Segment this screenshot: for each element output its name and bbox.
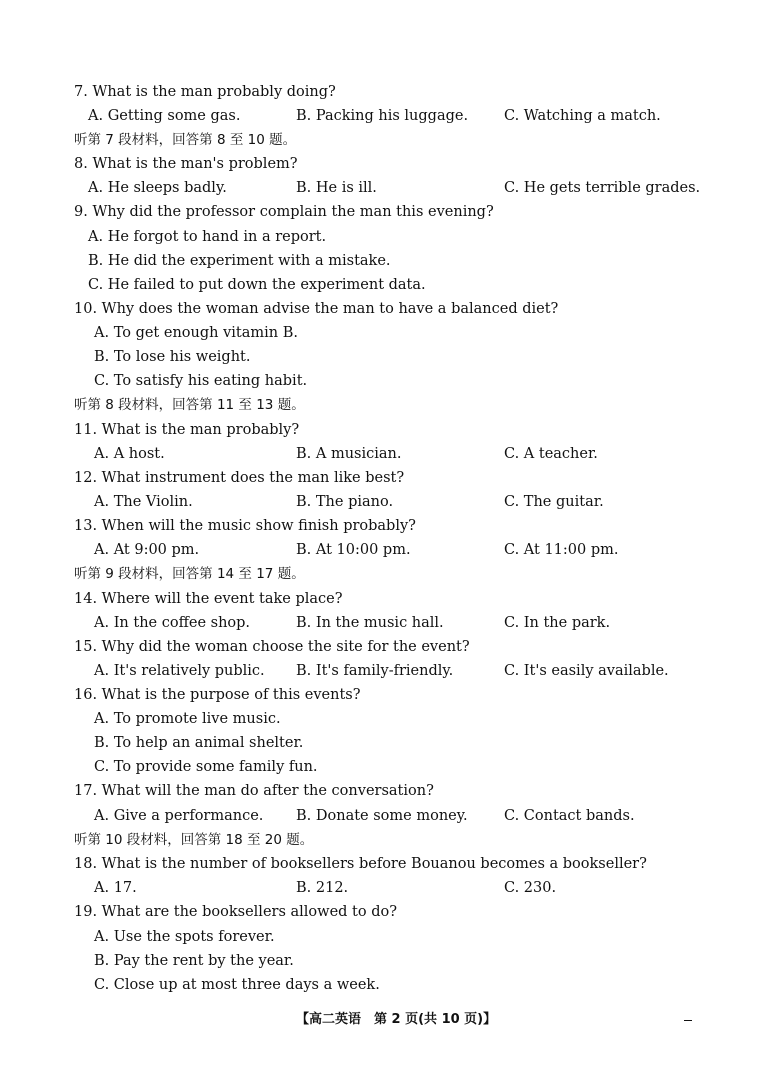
question-13: 13. When will the music show finish probably? — [74, 518, 416, 534]
question-15: 15. Why did the woman choose the site for the event? — [74, 639, 470, 655]
option-10a: A. To get enough vitamin B. — [94, 325, 298, 341]
question-8: 8. What is the man's problem? — [74, 156, 298, 172]
section-9-heading: 听第 9 段材料，回答第 14 至 17 题。 — [74, 566, 305, 582]
option-19c: C. Close up at most three days a week. — [94, 977, 380, 993]
option-13c: C. At 11:00 pm. — [504, 542, 619, 558]
option-18b: B. 212. — [296, 880, 349, 896]
question-14: 14. Where will the event take place? — [74, 591, 343, 607]
option-19b: B. Pay the rent by the year. — [94, 953, 294, 969]
option-15c: C. It's easily available. — [504, 663, 669, 679]
option-18c: C. 230. — [504, 880, 557, 896]
question-7: 7. What is the man probably doing? — [74, 84, 336, 100]
option-9b: B. He did the experiment with a mistake. — [88, 253, 391, 269]
option-18a: A. 17. — [94, 880, 137, 896]
option-8a: A. He sleeps badly. — [88, 180, 227, 196]
page-footer: 【高二英语 第 2 页(共 10 页)】 — [296, 1012, 497, 1027]
option-14b: B. In the music hall. — [296, 615, 444, 631]
question-9: 9. Why did the professor complain the man this evening? — [74, 204, 494, 220]
option-7b: B. Packing his luggage. — [296, 108, 469, 124]
option-13a: A. At 9:00 pm. — [94, 542, 200, 558]
option-19a: A. Use the spots forever. — [94, 929, 275, 945]
option-15a: A. It's relatively public. — [94, 663, 265, 679]
option-16c: C. To provide some family fun. — [94, 759, 318, 775]
option-14a: A. In the coffee shop. — [94, 615, 251, 631]
option-17c: C. Contact bands. — [504, 808, 635, 824]
option-11b: B. A musician. — [296, 446, 402, 462]
question-18: 18. What is the number of booksellers before Bouanou becomes a bookseller? — [74, 856, 647, 872]
option-9c: C. He failed to put down the experiment data. — [88, 277, 426, 293]
section-8-heading: 听第 8 段材料，回答第 11 至 13 题。 — [74, 397, 305, 413]
option-7c: C. Watching a match. — [504, 108, 661, 124]
question-10: 10. Why does the woman advise the man to have a balanced diet? — [74, 301, 559, 317]
option-12c: C. The guitar. — [504, 494, 604, 510]
option-17b: B. Donate some money. — [296, 808, 468, 824]
question-11: 11. What is the man probably? — [74, 422, 300, 438]
question-16: 16. What is the purpose of this events? — [74, 687, 361, 703]
section-10-heading: 听第 10 段材料，回答第 18 至 20 题。 — [74, 832, 314, 848]
option-15b: B. It's family-friendly. — [296, 663, 454, 679]
option-14c: C. In the park. — [504, 615, 611, 631]
option-16a: A. To promote live music. — [94, 711, 281, 727]
corner-mark — [684, 1020, 692, 1021]
section-7-heading: 听第 7 段材料，回答第 8 至 10 题。 — [74, 132, 297, 148]
question-19: 19. What are the booksellers allowed to do? — [74, 904, 397, 920]
option-10b: B. To lose his weight. — [94, 349, 251, 365]
option-10c: C. To satisfy his eating habit. — [94, 373, 308, 389]
option-12a: A. The Violin. — [94, 494, 193, 510]
option-13b: B. At 10:00 pm. — [296, 542, 411, 558]
option-11c: C. A teacher. — [504, 446, 598, 462]
option-16b: B. To help an animal shelter. — [94, 735, 304, 751]
option-11a: A. A host. — [94, 446, 165, 462]
question-12: 12. What instrument does the man like best? — [74, 470, 405, 486]
option-12b: B. The piano. — [296, 494, 394, 510]
option-8b: B. He is ill. — [296, 180, 377, 196]
option-9a: A. He forgot to hand in a report. — [88, 229, 327, 245]
option-17a: A. Give a performance. — [94, 808, 264, 824]
question-17: 17. What will the man do after the conversation? — [74, 783, 434, 799]
option-7a: A. Getting some gas. — [88, 108, 241, 124]
option-8c: C. He gets terrible grades. — [504, 180, 701, 196]
